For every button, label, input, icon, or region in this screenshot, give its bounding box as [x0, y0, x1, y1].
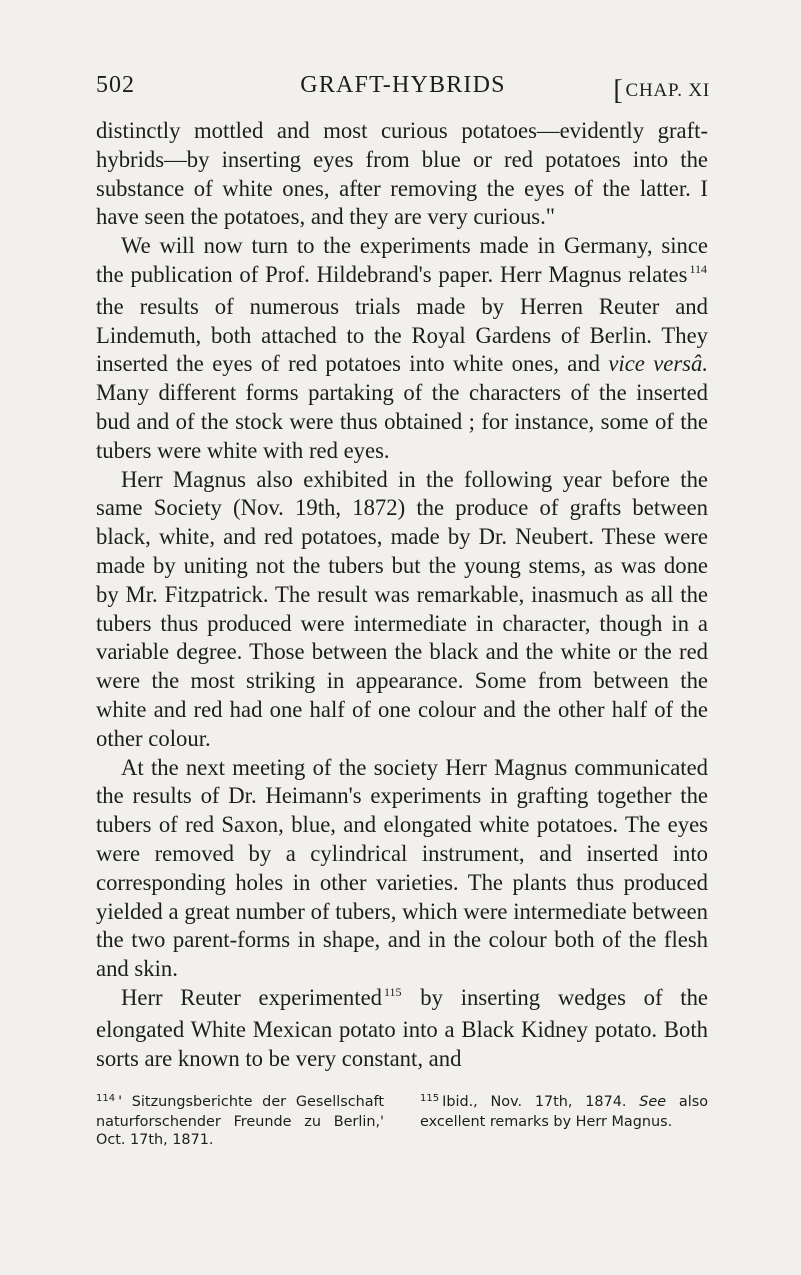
chapter-label-text: CHAP. XI: [625, 80, 710, 101]
paragraph-text: Many different forms partaking of the characters of the inserted bud and of the stock were thus obtained ; for instance, some of the tubers were white with red eyes.: [96, 380, 708, 463]
running-title: GRAFT-HYBRIDS: [300, 72, 506, 98]
paragraph-text: the results of numerous trials made by Herren Reuter and Lindemuth, both attached to the Royal Gardens of Berlin. They inserted the eyes of red potatoes into white ones, and: [96, 293, 708, 377]
paragraph-text: by inserting wedges of the elongated White Mexican potato into a Black Kidney potato. Both sorts are known to be very constant, and: [96, 984, 708, 1071]
footnote-text: Ibid., Nov. 17th, 1874.: [442, 1094, 627, 1110]
footnote-115: [420, 1093, 708, 1149]
page-number: 502: [96, 72, 135, 98]
footnotes: [96, 1093, 708, 1149]
footnote-ref-115[interactable]: 115: [383, 984, 402, 999]
paragraph-magnus-exhibit: Herr Magnus also exhibited in the following year before the same Society (Nov. 19th, 1872) the produce of grafts between black, white, and red potatoes, made by Dr. Neubert. These were made by uniting not the tubers but the young stems, as was done by Mr. Fitzpatrick. The result was remarkable, inasmuch as all the tubers thus produced were intermediate in character, though in a variable degree. Those between the black and the white or the red were the most striking in appearance. Some from between the white and red had one half of one colour and the other half of the other colour.: [96, 466, 708, 751]
bracket-glyph: [: [613, 75, 624, 106]
footnote-mark: 115: [420, 1093, 440, 1104]
footnote-mark: 114: [96, 1093, 116, 1104]
paragraph-text: We will now turn to the experiments made in Germany, since the publication of Prof. Hildebrand's paper. Herr Magnus relates: [96, 233, 708, 287]
paragraph-continuation: distinctly mottled and most curious potatoes—evidently graft-hybrids—by inserting eyes from blue or red potatoes into the substance of white ones, after removing the eyes of the latter. I have seen the potatoes, and they are very curious.": [96, 118, 708, 230]
footnote-text: ' Sitzungsberichte der Gesellschaft naturforschender Freunde zu Berlin,' Oct. 17th, 1871.: [96, 1094, 384, 1148]
body-text: [96, 117, 708, 1073]
footnote-114: [96, 1093, 384, 1149]
footnote-italic: See: [639, 1094, 667, 1110]
chapter-label: [613, 72, 710, 104]
italic-phrase: vice versâ.: [608, 351, 709, 377]
page-header: [96, 72, 710, 106]
paragraph-reuter-experiment: [96, 984, 708, 1073]
paragraph-text: Herr Reuter experimented: [121, 984, 382, 1010]
footnote-text: also excellent remarks by Herr Magnus.: [420, 1094, 708, 1130]
paragraph-germany-experiments: [96, 232, 708, 465]
footnote-ref-114[interactable]: 114: [689, 261, 707, 276]
paragraph-heimann-experiments: At the next meeting of the society Herr Magnus communicated the results of Dr. Heimann's experiments in grafting together the tubers of red Saxon, blue, and elongated white potatoes. The eyes were removed by a cylindrical instrument, and inserted into corresponding holes in other varieties. The plants thus produced yielded a great number of tubers, which were intermediate between the two parent-forms in shape, and in the colour both of the flesh and skin.: [96, 754, 708, 982]
